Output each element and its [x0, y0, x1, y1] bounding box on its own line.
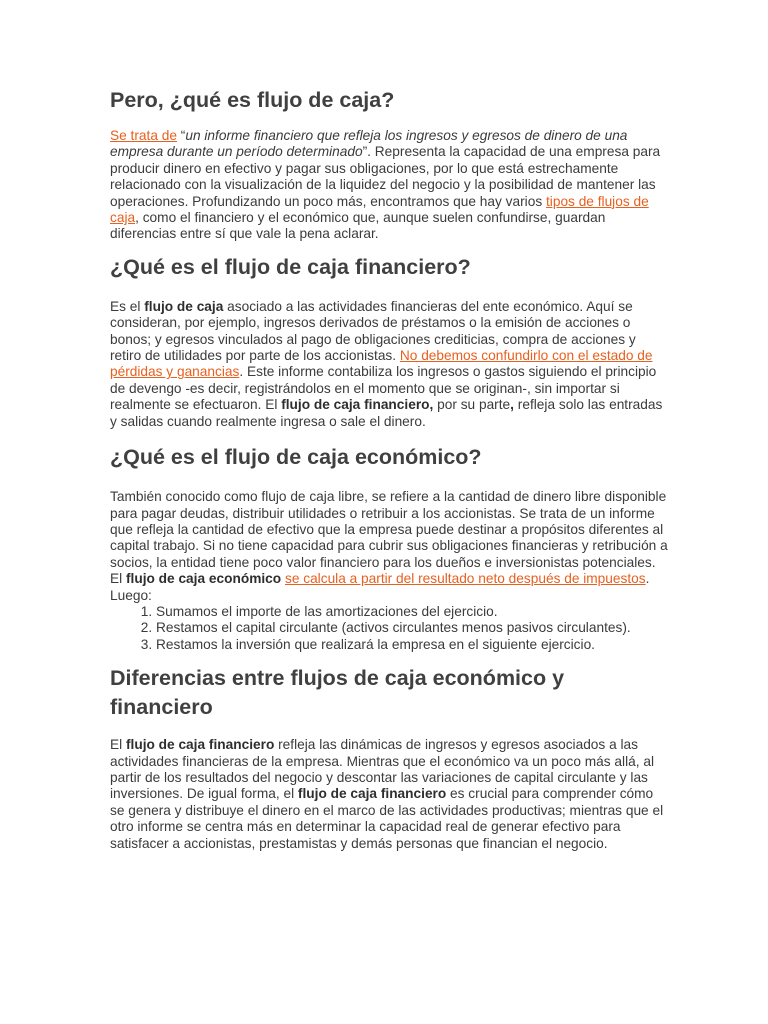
paragraph-diferencias [110, 737, 670, 852]
text-run: ”. Representa la capacidad de una empresa para producir dinero en efectivo y pagar sus obligaciones, por lo que está estrechamente relacionado con la visualización de la liquidez del negocio y la posibilidad de mantener las operaciones. Profundizando un poco más, encontramos que hay varios [110, 144, 661, 209]
bold-term: flujo de caja [144, 298, 224, 314]
text-run: es crucial para comprender cómo se genera y distribuye el dinero en el marco de las actividades productivas; mientras que el otro informe se centra más en determinar la capacidad real de generar efectivo para satisfacer a accionistas, prestamistas y demás personas que financian el negocio. [110, 786, 664, 851]
bold-term: flujo de caja financiero [297, 786, 447, 802]
link-calculo-resultado-neto[interactable]: se calcula a partir del resultado neto después de impuestos [284, 571, 646, 587]
link-tipos-de-flujos-de-caja[interactable]: tipos de flujos de caja [110, 193, 649, 226]
paragraph-flujo-economico [110, 489, 670, 604]
text-run: “ [176, 128, 186, 143]
text-run: , como el financiero y el económico que, aunque suelen confundirse, guardan diferencias entre sí que vale la pena aclarar. [110, 210, 606, 242]
link-se-trata-de[interactable]: Se trata de [110, 128, 177, 143]
text-run: . Este informe contabiliza los ingresos o gastos siguiendo el principio de devengo -es decir, registrándolos en el momento que se originan-, sin importar si realmente se efectuaron. El [110, 364, 657, 413]
bold-term: flujo de caja financiero [125, 737, 275, 753]
bold-term: flujo de caja económico [125, 571, 282, 587]
text-run: por su parte [433, 397, 511, 413]
steps-list [110, 604, 670, 653]
section-heading-diferencias: Diferencias entre flujos de caja económico y financiero [110, 666, 565, 720]
link-no-confundir-estado-perdidas-ganancias[interactable]: No debemos confundirlo con el estado de pérdidas y ganancias [110, 348, 653, 380]
bold-term: flujo de caja financiero, [281, 397, 434, 413]
paragraph-definicion [110, 128, 670, 243]
text-run: Es el [110, 298, 145, 314]
bold-term: , [510, 397, 514, 413]
list-item: 2. Restamos el capital circulante (activos circulantes menos pasivos circulantes). [156, 620, 670, 636]
text-run: También conocido como flujo de caja libre, se refiere a la cantidad de dinero libre disponible para pagar deudas, distribuir utilidades o retribuir a los accionistas. Se trata de un informe que refleja la cantidad de efectivo que la empresa puede destinar a propósitos diferentes al capital trabajo. Si no tiene capacidad para cubrir sus obligaciones financieras y retribución a socios, la entidad tiene poco valor financiero para los dueños e inversionistas potenciales. El [110, 489, 668, 587]
section-heading-que-es-flujo-de-caja: Pero, ¿qué es flujo de caja? [110, 88, 395, 112]
text-run: refleja solo las entradas y salidas cuando realmente ingresa o sale el dinero. [110, 397, 663, 429]
text-run: . Luego: [110, 571, 650, 603]
text-run: El [110, 737, 126, 753]
section-heading-flujo-financiero: ¿Qué es el flujo de caja financiero? [110, 254, 471, 279]
list-item: 3. Restamos la inversión que realizará la empresa en el siguiente ejercicio. [156, 637, 670, 653]
list-item: 1. Sumamos el importe de las amortizaciones del ejercicio. [156, 604, 670, 620]
text-run: asociado a las actividades financieras del ente económico. Aquí se consideran, por ejemplo, ingresos derivados de préstamos o la emisión de acciones o bonos; y egresos vinculados al pago de obligaciones crediticias, compra de acciones y retiro de utilidades por parte de los accionistas. [110, 298, 636, 364]
paragraph-flujo-financiero [110, 299, 670, 430]
section-heading-flujo-economico: ¿Qué es el flujo de caja económico? [110, 445, 482, 470]
quote-definicion: un informe financiero que refleja los ingresos y egresos de dinero de una empresa durante un período determinado [110, 128, 628, 160]
document-page [110, 86, 670, 852]
text-run: refleja las dinámicas de ingresos y egresos asociados a las actividades financieras de la empresa. Mientras que el económico va un poco más allá, al partir de los resultados del negocio y descontar las variaciones de capital circulante y las inversiones. De igual forma, el [110, 737, 654, 802]
